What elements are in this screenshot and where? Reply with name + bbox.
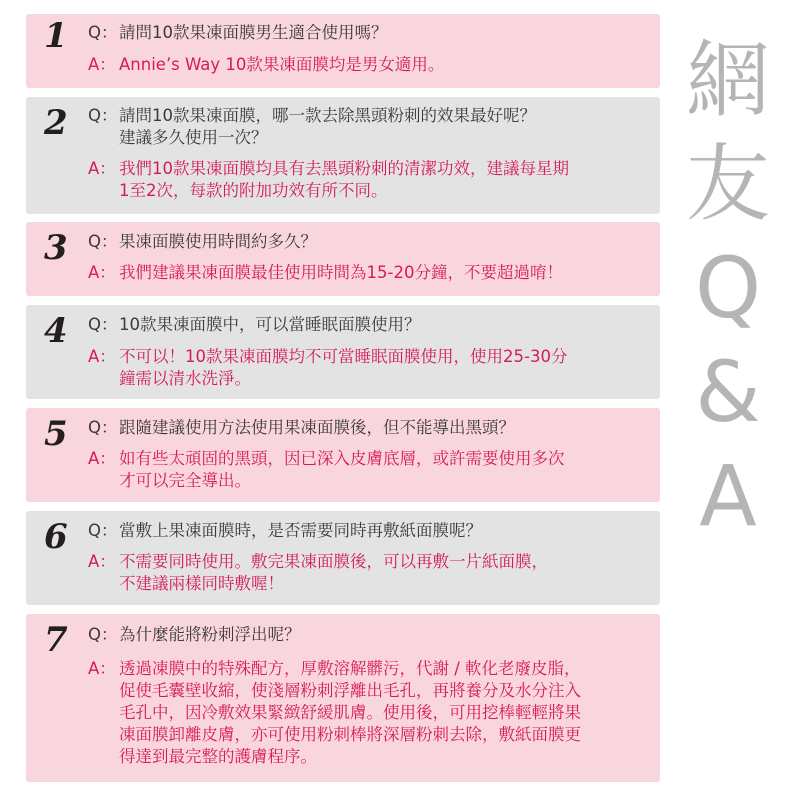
side-title-char: 網 (685, 31, 770, 129)
answer (88, 262, 646, 284)
q-label: Q： (88, 315, 118, 334)
answer-line: 凍面膜卸離皮膚，亦可使用粉刺棒將深層粉刺去除，敷紙面膜更 (119, 725, 581, 744)
answer (88, 54, 646, 76)
question-line: 果凍面膜使用時間約多久？ (119, 232, 317, 251)
q-label: Q： (88, 521, 118, 540)
a-label: A： (88, 159, 116, 178)
answer-line: 不可以！10款果凍面膜均不可當睡眠面膜使用，使用25-30分 (119, 347, 568, 366)
qa-card-1 (26, 14, 660, 88)
answer-line: 不需要同時使用。敷完果凍面膜後，可以再敷一片紙面膜， (119, 552, 548, 571)
question-line: 建議多久使用一次？ (119, 128, 268, 147)
question-line: 請問10款果凍面膜，哪一款去除黑頭粉刺的效果最好呢？ (119, 106, 536, 125)
side-title (668, 28, 788, 548)
side-title-char: Q (694, 239, 762, 337)
question (88, 22, 646, 44)
question (88, 105, 646, 149)
question (88, 314, 646, 336)
answer-line: 才可以完全導出。 (119, 471, 251, 490)
side-title-char: & (695, 343, 761, 441)
q-label: Q： (88, 23, 118, 42)
answer-line: 毛孔中，因冷敷效果緊緻舒緩肌膚。使用後，可用挖棒輕輕將果 (119, 703, 581, 722)
item-number: 1 (44, 16, 68, 56)
answer-line: 不建議兩樣同時敷喔！ (119, 574, 284, 593)
item-number: 3 (44, 228, 68, 268)
q-label: Q： (88, 232, 118, 251)
item-number: 7 (44, 620, 68, 660)
a-label: A： (88, 659, 116, 678)
qa-card-3 (26, 222, 660, 296)
question (88, 624, 646, 646)
qa-card-6 (26, 511, 660, 605)
question-line: 跟隨建議使用方法使用果凍面膜後，但不能導出黑頭？ (119, 418, 515, 437)
question (88, 231, 646, 253)
answer (88, 448, 646, 492)
question-line: 當敷上果凍面膜時，是否需要同時再敷紙面膜呢？ (119, 521, 482, 540)
item-number: 2 (44, 103, 68, 143)
item-number: 6 (44, 517, 68, 557)
answer-line: 鐘需以清水洗淨。 (119, 369, 251, 388)
side-title-char: A (699, 447, 757, 545)
a-label: A： (88, 449, 116, 468)
answer (88, 158, 646, 202)
qa-card-5 (26, 408, 660, 502)
question (88, 520, 646, 542)
answer-line: 透過凍膜中的特殊配方，厚敷溶解髒污，代謝 / 軟化老廢皮脂， (119, 659, 581, 678)
answer (88, 658, 646, 768)
question-line: 10款果凍面膜中，可以當睡眠面膜使用？ (119, 315, 421, 334)
question (88, 417, 646, 439)
q-label: Q： (88, 106, 118, 125)
q-label: Q： (88, 418, 118, 437)
a-label: A： (88, 55, 116, 74)
item-number: 4 (44, 311, 68, 351)
q-label: Q： (88, 625, 118, 644)
question-line: 為什麼能將粉刺浮出呢？ (119, 625, 301, 644)
qa-card-2 (26, 97, 660, 214)
a-label: A： (88, 263, 116, 282)
answer-line: 我們建議果凍面膜最佳使用時間為15-20分鐘，不要超過唷！ (119, 263, 563, 282)
answer-line: Annie’s Way 10款果凍面膜均是男女適用。 (119, 55, 445, 74)
answer-line: 得達到最完整的護膚程序。 (119, 747, 317, 766)
qa-card-7 (26, 614, 660, 782)
answer-line: 我們10款果凍面膜均具有去黑頭粉刺的清潔功效，建議每星期 (119, 159, 569, 178)
side-title-char: 友 (685, 135, 770, 233)
item-number: 5 (44, 414, 68, 454)
a-label: A： (88, 347, 116, 366)
qa-card-4 (26, 305, 660, 399)
answer-line: 1至2次，每款的附加功效有所不同。 (119, 181, 388, 200)
answer (88, 551, 646, 595)
answer-line: 如有些太頑固的黑頭，因已深入皮膚底層，或許需要使用多次 (119, 449, 565, 468)
answer (88, 346, 646, 390)
question-line: 請問10款果凍面膜男生適合使用嗎？ (119, 23, 388, 42)
a-label: A： (88, 552, 116, 571)
answer-line: 促使毛囊壁收縮，使淺層粉刺浮離出毛孔，再將養分及水分注入 (119, 681, 581, 700)
